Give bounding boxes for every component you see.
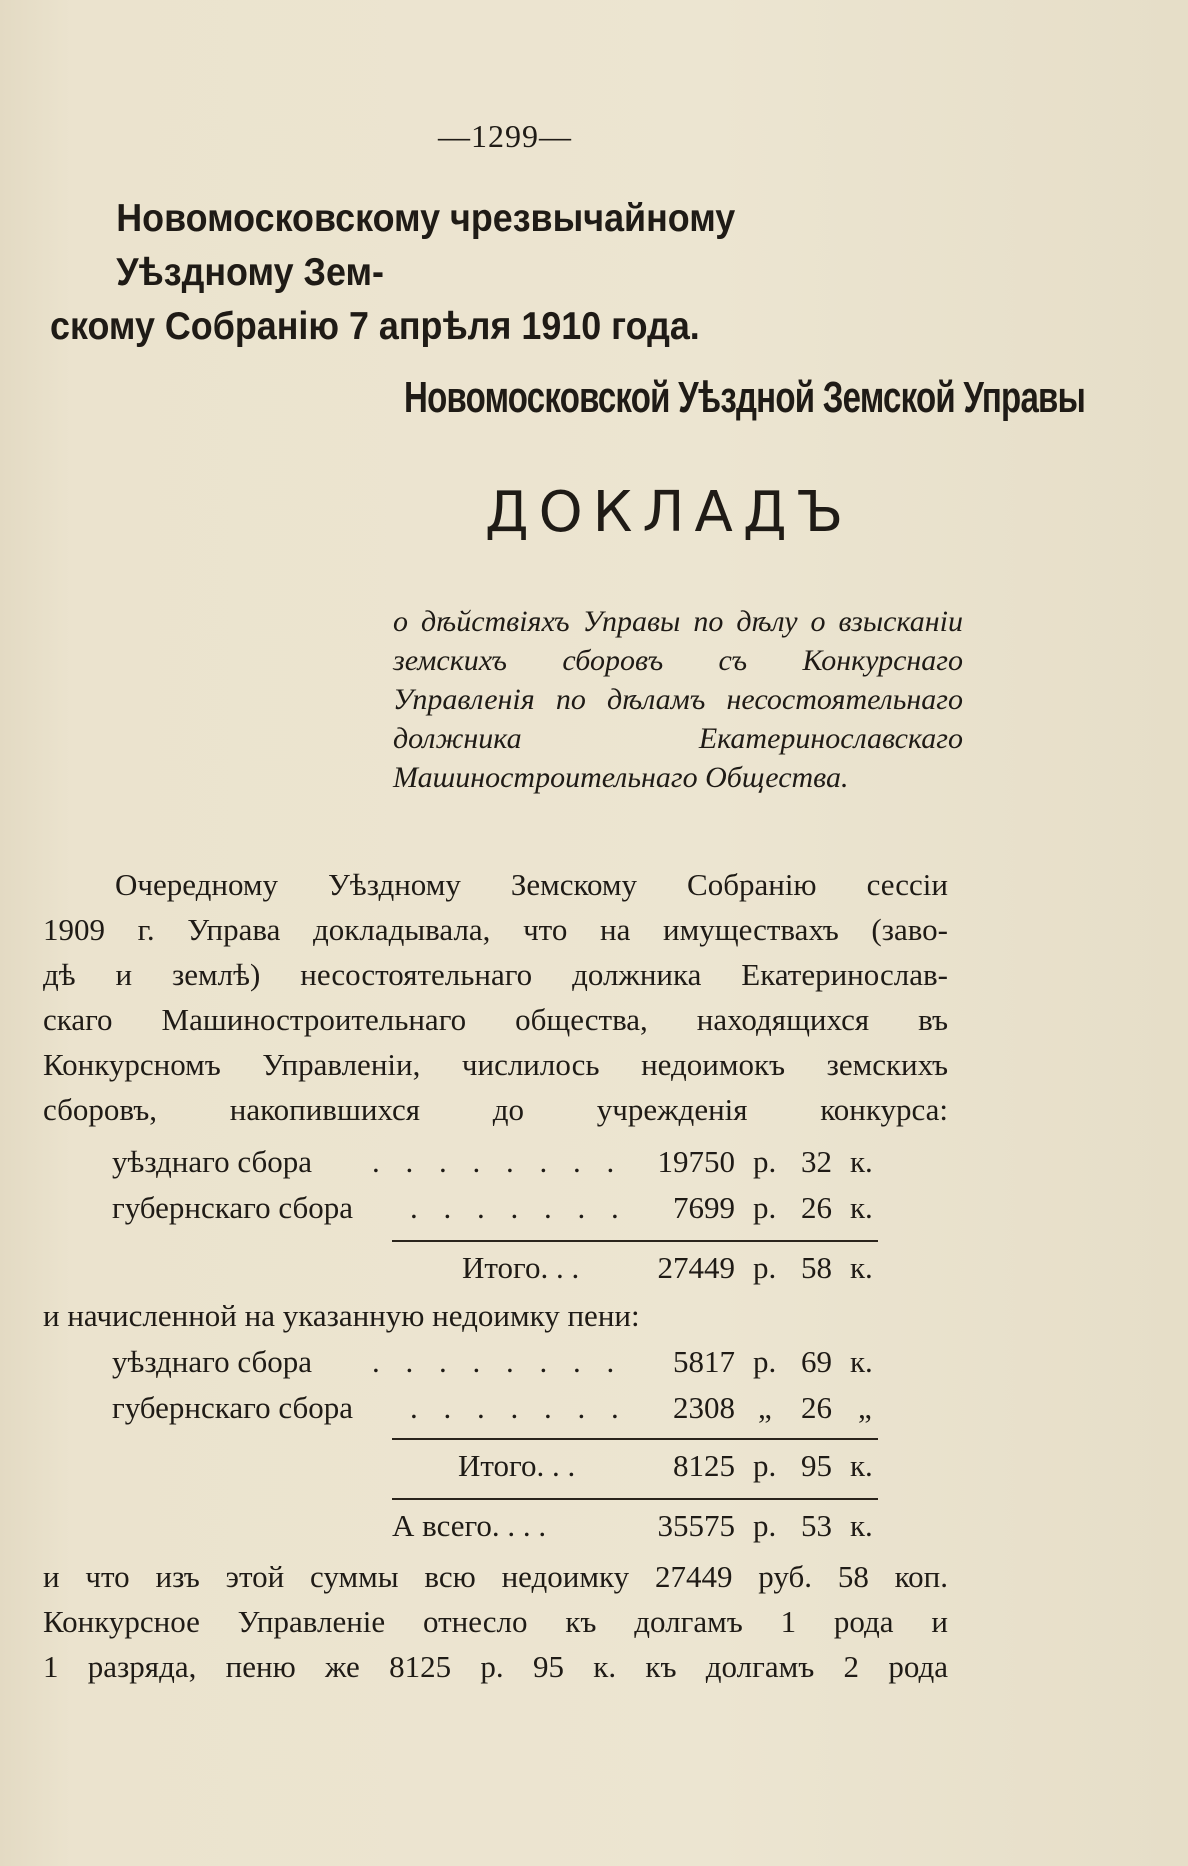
- row-amount: 2308: [673, 1390, 735, 1425]
- grand-total-unit: р.: [753, 1508, 777, 1543]
- grand-total-label: А всего. . . .: [392, 1508, 547, 1543]
- closing-paragraph: [43, 1554, 948, 1689]
- document-title-text: ДОКЛАДЪ: [484, 480, 854, 545]
- body-line: скаго Машиностроительнаго общества, находящихся въ: [43, 1002, 948, 1037]
- body-line: сборовъ, накопившихся до учрежденія конкурса:: [43, 1092, 948, 1127]
- total-amount: 8125: [673, 1448, 735, 1483]
- tail-line: Конкурсное Управленіе отнесло къ долгамъ 1 рода и: [43, 1604, 948, 1639]
- grand-total-kopecks-unit: к.: [850, 1508, 873, 1543]
- row-kopecks: 26: [801, 1390, 832, 1425]
- grand-total-amount: 35575: [657, 1508, 735, 1543]
- row-kopecks-unit: к.: [850, 1344, 873, 1379]
- row-kopecks: 69: [801, 1344, 832, 1379]
- row-kopecks-unit: к.: [850, 1190, 873, 1225]
- row-unit: р.: [753, 1344, 777, 1379]
- document-title: [0, 480, 1188, 545]
- row-dots: . . . . . . . .: [372, 1144, 624, 1179]
- divider: [392, 1438, 878, 1440]
- row-amount: 5817: [673, 1344, 735, 1379]
- row-dots: . . . . . . .: [410, 1190, 628, 1225]
- row-unit: р.: [753, 1190, 777, 1225]
- grand-total-kopecks: 53: [801, 1508, 832, 1543]
- abstract: о дѣйствіяхъ Управы по дѣлу о взысканіи земскихъ сборовъ съ Конкурснаго Управленія по дѣламъ несостоятельнаго должника Екатеринославскаго Машиностроительнаго Общества.: [393, 605, 963, 794]
- total-unit: р.: [753, 1250, 777, 1285]
- total-label: Итого. . .: [462, 1250, 580, 1285]
- total-kopecks-unit: к.: [850, 1448, 873, 1483]
- body-line: Очередному Уѣздному Земскому Собранію сессіи: [115, 867, 948, 902]
- row-amount: 7699: [673, 1190, 735, 1225]
- row-unit: р.: [753, 1144, 777, 1179]
- body-paragraph: [43, 862, 948, 1132]
- total-label: Итого. . .: [458, 1448, 576, 1483]
- row-kopecks-unit: к.: [850, 1144, 873, 1179]
- row-kopecks: 26: [801, 1190, 832, 1225]
- row-dots: . . . . . . . .: [372, 1344, 624, 1379]
- tail-line: и что изъ этой суммы всю недоимку 27449 руб. 58 коп.: [43, 1559, 948, 1594]
- divider: [392, 1498, 878, 1500]
- body-line: дѣ и землѣ) несостоятельнаго должника Екатеринослав-: [43, 957, 948, 992]
- heading-line-2: скому Собранію 7 апрѣля 1910 года.: [50, 305, 700, 348]
- row-dots: . . . . . . .: [410, 1390, 628, 1425]
- total-unit: р.: [753, 1448, 777, 1483]
- row-kopecks-unit: „: [858, 1390, 872, 1425]
- total-kopecks-unit: к.: [850, 1250, 873, 1285]
- total-kopecks: 58: [801, 1250, 832, 1285]
- row-kopecks: 32: [801, 1144, 832, 1179]
- page-number: —1299—: [438, 118, 572, 154]
- row-label: уѣзднаго сбора: [112, 1144, 313, 1179]
- tail-line: 1 разряда, пеню же 8125 р. 95 к. къ долгамъ 2 рода: [43, 1649, 948, 1684]
- body-line: Конкурсномъ Управленіи, числилось недоимокъ земскихъ: [43, 1047, 948, 1082]
- penalty-intro: и начисленной на указанную недоимку пени:: [43, 1298, 640, 1333]
- row-label: губернскаго сбора: [112, 1390, 353, 1425]
- row-label: губернскаго сбора: [112, 1190, 353, 1225]
- divider: [392, 1240, 878, 1242]
- row-label: уѣзднаго сбора: [112, 1344, 313, 1379]
- total-kopecks: 95: [801, 1448, 832, 1483]
- row-unit: „: [758, 1390, 772, 1425]
- heading-line-1: Новомосковскому чрезвычайному Уѣздному Зем-: [116, 197, 736, 294]
- subheading: Новомосковской Уѣздной Земской Управы: [404, 373, 1086, 422]
- total-amount: 27449: [657, 1250, 735, 1285]
- row-amount: 19750: [657, 1144, 735, 1179]
- body-line: 1909 г. Управа докладывала, что на имуществахъ (заво-: [43, 912, 948, 947]
- heading: [50, 192, 896, 354]
